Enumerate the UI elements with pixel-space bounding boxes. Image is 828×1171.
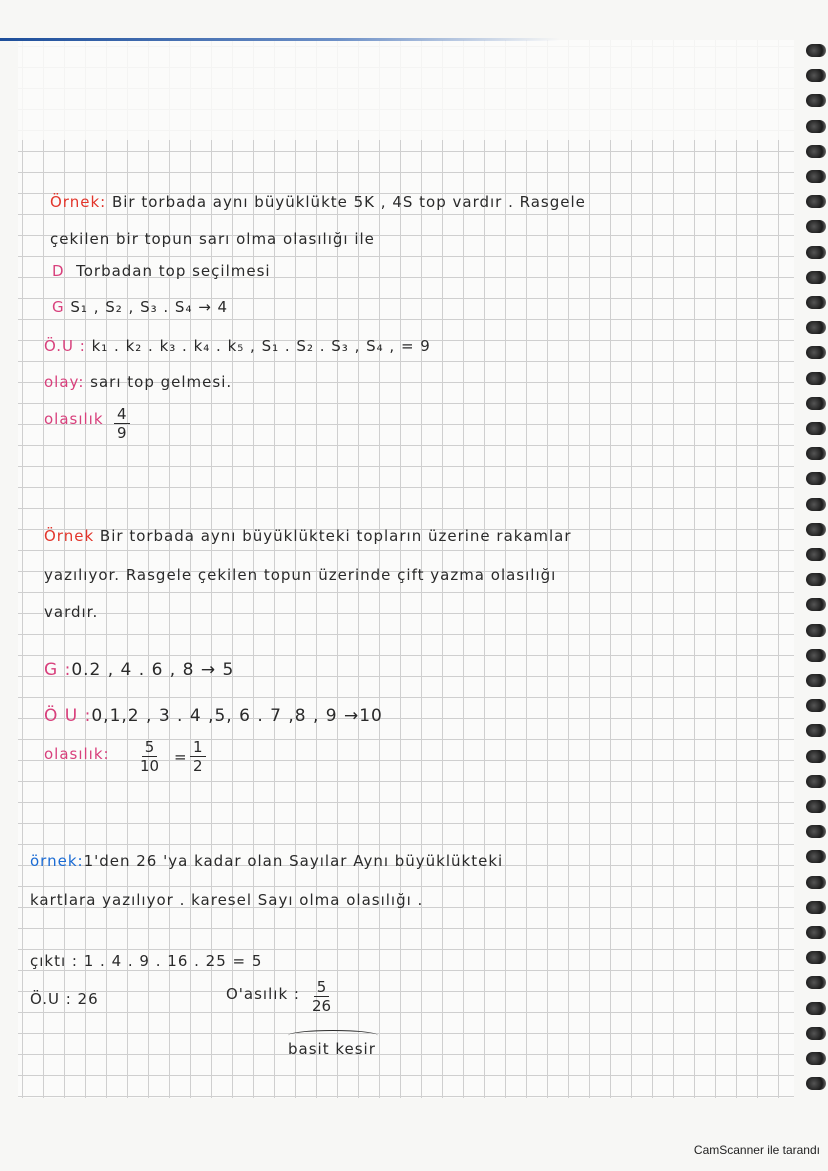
example1-olay-line xyxy=(44,373,232,391)
spiral-ring xyxy=(806,850,826,863)
example2-olasilik-label: olasılık: xyxy=(44,745,110,763)
example2-ou-line xyxy=(44,706,383,726)
spiral-ring xyxy=(806,170,826,183)
spiral-ring xyxy=(806,876,826,889)
example3-note: basit kesir xyxy=(288,1040,376,1058)
denominator: 2 xyxy=(193,757,203,775)
scanner-watermark: CamScanner ile tarandı xyxy=(693,1143,820,1157)
example2-line3: vardır. xyxy=(44,603,99,621)
example2-label: Örnek xyxy=(44,527,95,545)
example1-text: Bir torbada aynı büyüklükte 5K , 4S top vardır . Rasgele xyxy=(111,193,586,211)
example1-g-line xyxy=(52,298,228,316)
numerator: 5 xyxy=(314,978,330,997)
ou-text: 0,1,2 , 3 . 4 ,5, 6 . 7 ,8 , 9 →10 xyxy=(91,706,383,726)
example3-olasilik-label: O'asılık : xyxy=(226,985,300,1003)
denominator: 26 xyxy=(312,997,332,1015)
spiral-ring xyxy=(806,472,826,485)
example1-ou-line xyxy=(44,337,431,355)
spiral-ring xyxy=(806,44,826,57)
spiral-ring xyxy=(806,699,826,712)
example3-line2: kartlara yazılıyor . karesel Sayı olma olasılığı . xyxy=(30,891,424,909)
spiral-ring xyxy=(806,296,826,309)
spiral-ring xyxy=(806,825,826,838)
spiral-ring xyxy=(806,901,826,914)
example2-line2: yazılıyor. Rasgele çekilen topun üzerinde çift yazma olasılığı xyxy=(44,566,557,584)
spiral-ring xyxy=(806,724,826,737)
spiral-ring xyxy=(806,548,826,561)
example3-fraction xyxy=(312,978,331,1015)
spiral-ring xyxy=(806,271,826,284)
spiral-ring xyxy=(806,1027,826,1040)
page-header-area xyxy=(18,40,794,140)
spiral-ring xyxy=(806,220,826,233)
d-label: D xyxy=(52,262,65,280)
spiral-ring xyxy=(806,800,826,813)
spiral-ring xyxy=(806,750,826,763)
d-text: Torbadan top seçilmesi xyxy=(76,262,271,280)
example1-line2: çekilen bir topun sarı olma olasılığı ile xyxy=(50,230,375,248)
g-label: G xyxy=(52,298,65,316)
example1-label: Örnek: xyxy=(50,193,107,211)
page-edge xyxy=(0,38,560,41)
spiral-ring xyxy=(806,951,826,964)
example1-fraction xyxy=(114,405,130,442)
example2-line1 xyxy=(44,527,572,545)
equals-sign: = xyxy=(174,748,188,766)
olay-text: sarı top gelmesi. xyxy=(90,373,233,391)
olay-label: olay: xyxy=(44,373,85,391)
spiral-ring xyxy=(806,321,826,334)
spiral-ring xyxy=(806,674,826,687)
example2-fraction2 xyxy=(190,738,206,775)
example3-line1 xyxy=(30,852,503,870)
spiral-ring xyxy=(806,397,826,410)
g-label: G : xyxy=(44,660,72,680)
spiral-ring xyxy=(806,624,826,637)
spiral-ring xyxy=(806,926,826,939)
numerator: 5 xyxy=(142,738,158,757)
spiral-ring xyxy=(806,69,826,82)
spiral-ring xyxy=(806,1077,826,1090)
spiral-ring xyxy=(806,145,826,158)
denominator: 9 xyxy=(117,424,127,442)
ou-label: Ö.U : xyxy=(44,337,86,355)
example1-olasilik-label: olasılık xyxy=(44,410,104,428)
ou-label: Ö U : xyxy=(44,706,92,726)
denominator: 10 xyxy=(140,757,160,775)
spiral-ring xyxy=(806,573,826,586)
spiral-ring xyxy=(806,498,826,511)
g-text: S₁ , S₂ , S₃ . S₄ → 4 xyxy=(70,298,229,316)
spiral-ring xyxy=(806,372,826,385)
spiral-ring xyxy=(806,523,826,536)
spiral-ring xyxy=(806,598,826,611)
spiral-ring xyxy=(806,447,826,460)
spiral-ring xyxy=(806,346,826,359)
spiral-binding xyxy=(798,40,828,1100)
example1-line1 xyxy=(50,193,586,211)
example3-cikti: çıktı : 1 . 4 . 9 . 16 . 25 = 5 xyxy=(30,952,263,970)
spiral-ring xyxy=(806,976,826,989)
spiral-ring xyxy=(806,775,826,788)
ou-text: k₁ . k₂ . k₃ . k₄ . k₅ , S₁ . S₂ . S₃ , S₄ , = 9 xyxy=(91,337,431,355)
example3-text: 1'den 26 'ya kadar olan Sayılar Aynı büyüklükteki xyxy=(83,852,504,870)
example2-g-line xyxy=(44,660,234,680)
spiral-ring xyxy=(806,649,826,662)
numerator: 4 xyxy=(114,405,130,424)
example2-text: Bir torbada aynı büyüklükteki topların üzerine rakamlar xyxy=(99,527,572,545)
example3-label: örnek: xyxy=(30,852,84,870)
example1-d-line xyxy=(52,262,271,280)
spiral-ring xyxy=(806,422,826,435)
example2-fraction1 xyxy=(140,738,159,775)
spiral-ring xyxy=(806,94,826,107)
numerator: 1 xyxy=(190,738,206,757)
spiral-ring xyxy=(806,1052,826,1065)
spiral-ring xyxy=(806,120,826,133)
spiral-ring xyxy=(806,1002,826,1015)
spiral-ring xyxy=(806,246,826,259)
spiral-ring xyxy=(806,195,826,208)
g-text: 0.2 , 4 . 6 , 8 → 5 xyxy=(71,660,235,680)
example3-ou: Ö.U : 26 xyxy=(30,990,99,1008)
